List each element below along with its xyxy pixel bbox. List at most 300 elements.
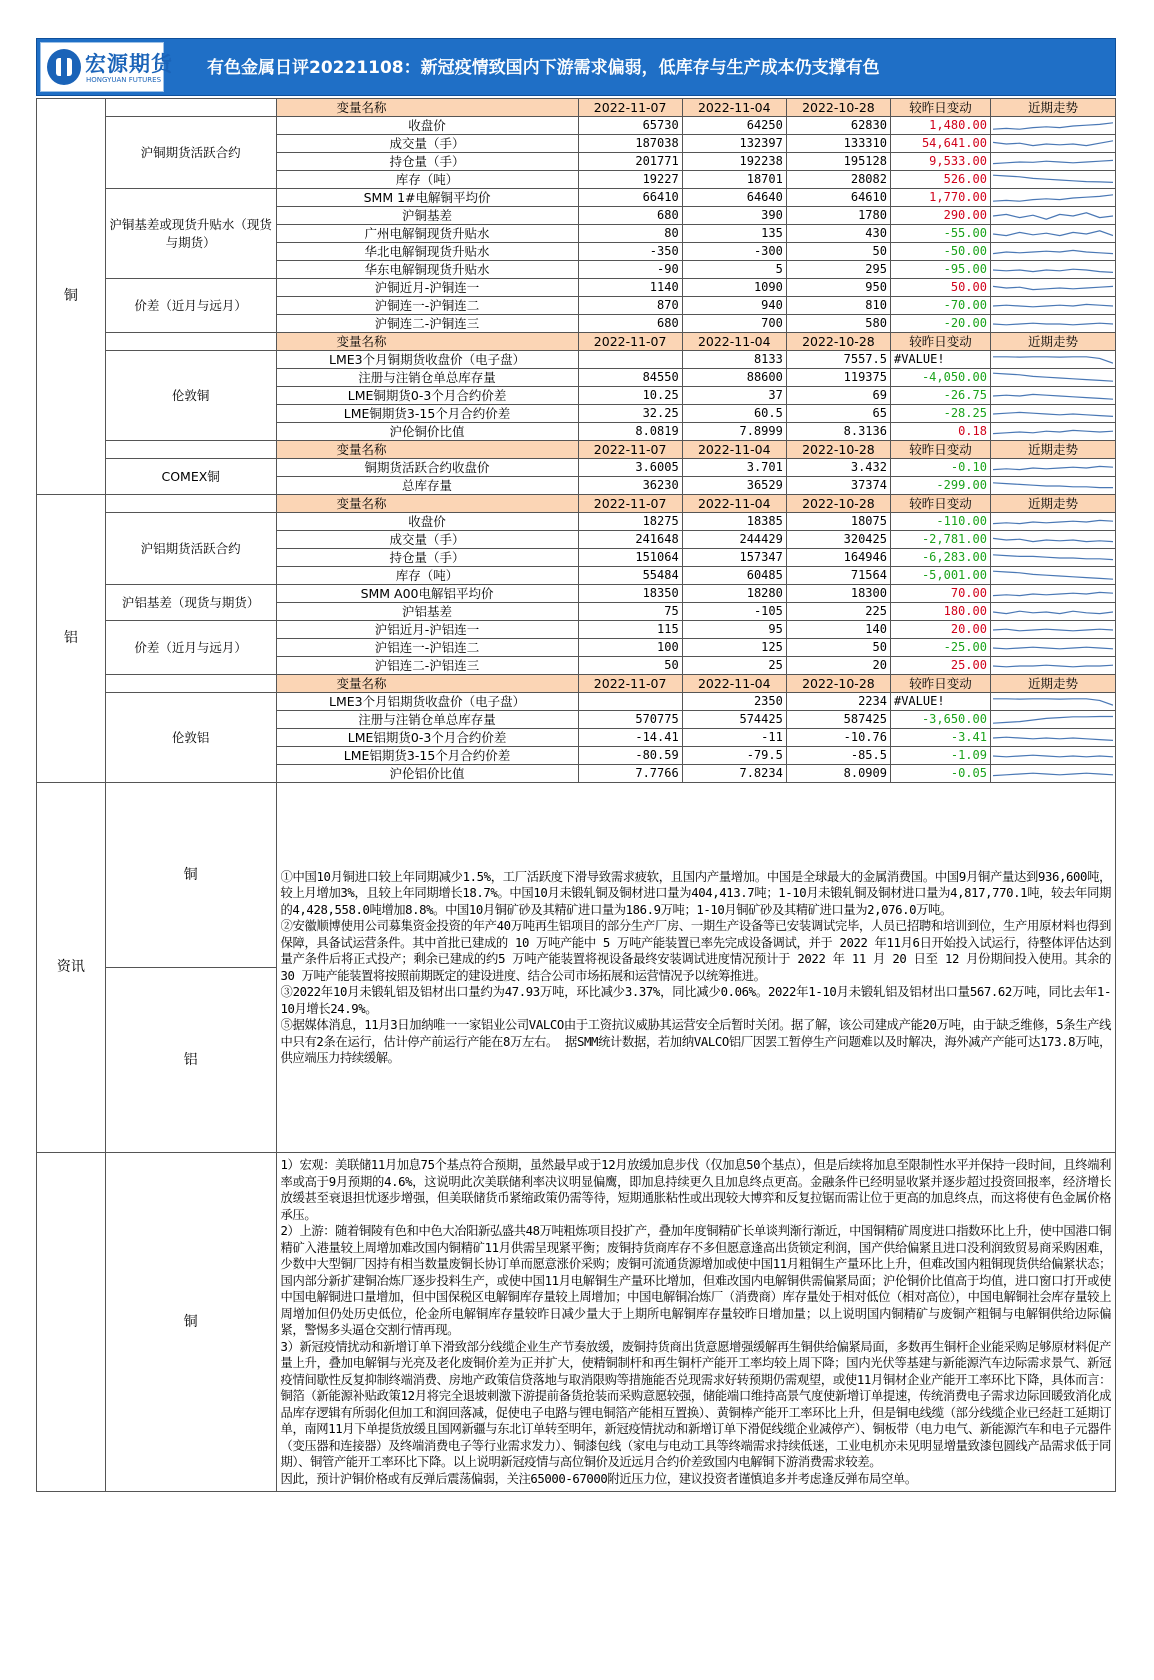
sparkline-path <box>993 571 1113 579</box>
news-al-label: 铝 <box>105 968 276 1153</box>
value-cell: 18385 <box>682 513 786 531</box>
column-header: 2022-11-07 <box>578 333 682 351</box>
value-cell: 60.5 <box>682 405 786 423</box>
section-label: 铜 <box>37 99 106 495</box>
value-cell: 55484 <box>578 567 682 585</box>
group-label: 价差（近月与远月） <box>105 279 276 333</box>
variable-name: 铜期货活跃合约收盘价 <box>276 459 578 477</box>
trend-cell <box>990 603 1115 621</box>
change-cell: -28.25 <box>890 405 990 423</box>
value-cell: 295 <box>786 261 890 279</box>
value-cell: 320425 <box>786 531 890 549</box>
news-cu-label: 铜 <box>105 783 276 968</box>
variable-name: 沪伦铝价比值 <box>276 765 578 783</box>
sparkline-path <box>993 304 1113 306</box>
variable-name: 广州电解铜现货升贴水 <box>276 225 578 243</box>
value-cell: 71564 <box>786 567 890 585</box>
trend-sparkline <box>993 298 1113 314</box>
variable-name: LME铝期货0-3个月合约价差 <box>276 729 578 747</box>
trend-cell <box>990 315 1115 333</box>
news-paragraph: ⑤据媒体消息，11月3日加纳唯一一家铝业公司VALCO由于工资抗议威胁其运营安全后暂时关闭。据了解，该公司建成产能20万吨，由于缺乏维修，5条生产线中只有2条在运行，估计停产前运行产能在8万左右。 据SMM统计数据，若加纳VALCO铝厂因罢工暂停生产问题难以及时解决，海外减产产能可达173.8万吨，供应端压力持续缓解。 <box>280 1018 1111 1065</box>
value-cell: 940 <box>682 297 786 315</box>
change-cell: -0.10 <box>890 459 990 477</box>
value-cell: 430 <box>786 225 890 243</box>
sparkline-path <box>993 773 1113 775</box>
sparkline-path <box>993 647 1113 649</box>
change-cell: 25.00 <box>890 657 990 675</box>
variable-name: 沪伦铜价比值 <box>276 423 578 441</box>
header-blank <box>105 99 276 117</box>
sparkline-path <box>993 755 1113 757</box>
value-cell: 7.7766 <box>578 765 682 783</box>
column-header: 近期走势 <box>990 441 1115 459</box>
change-cell: -6,283.00 <box>890 549 990 567</box>
variable-name: 注册与注销仓单总库存量 <box>276 369 578 387</box>
value-cell: 950 <box>786 279 890 297</box>
value-cell: 810 <box>786 297 890 315</box>
value-cell: -14.41 <box>578 729 682 747</box>
sparkline-path <box>993 356 1113 362</box>
value-cell: 700 <box>682 315 786 333</box>
variable-name: 收盘价 <box>276 513 578 531</box>
sparkline-path <box>993 520 1113 523</box>
value-cell: 1090 <box>682 279 786 297</box>
value-cell: 28082 <box>786 171 890 189</box>
value-cell: 36529 <box>682 477 786 495</box>
trend-cell <box>990 279 1115 297</box>
value-cell: 140 <box>786 621 890 639</box>
column-header: 2022-11-04 <box>682 495 786 513</box>
trend-sparkline <box>993 370 1113 386</box>
change-cell: #VALUE! <box>890 693 990 711</box>
sparkline-path <box>993 737 1113 740</box>
value-cell: 64640 <box>682 189 786 207</box>
value-cell: 65 <box>786 405 890 423</box>
value-cell: 50 <box>578 657 682 675</box>
sparkline-path <box>993 482 1113 487</box>
table-row <box>37 117 1116 135</box>
section-label: 铝 <box>37 495 106 783</box>
trend-cell <box>990 657 1115 675</box>
value-cell: -85.5 <box>786 747 890 765</box>
variable-name: 收盘价 <box>276 117 578 135</box>
value-cell: -300 <box>682 243 786 261</box>
trend-cell <box>990 477 1115 495</box>
trend-cell <box>990 549 1115 567</box>
column-header: 变量名称 <box>276 99 578 117</box>
column-header: 较昨日变动 <box>890 99 990 117</box>
value-cell: 18075 <box>786 513 890 531</box>
sparkline-path <box>993 698 1113 704</box>
trend-sparkline <box>993 460 1113 476</box>
variable-name: SMM 1#电解铜平均价 <box>276 189 578 207</box>
variable-name: SMM A00电解铝平均价 <box>276 585 578 603</box>
change-cell: -4,050.00 <box>890 369 990 387</box>
trend-sparkline <box>993 388 1113 404</box>
variable-name: 沪铜基差 <box>276 207 578 225</box>
change-cell: 54,641.00 <box>890 135 990 153</box>
value-cell: 195128 <box>786 153 890 171</box>
value-cell: 390 <box>682 207 786 225</box>
variable-name: 沪铜近月-沪铜连一 <box>276 279 578 297</box>
sparkline-path <box>993 286 1113 289</box>
sparkline-path <box>993 394 1113 399</box>
change-cell: 526.00 <box>890 171 990 189</box>
value-cell: 19227 <box>578 171 682 189</box>
value-cell: 18275 <box>578 513 682 531</box>
variable-name: 沪铝近月-沪铝连一 <box>276 621 578 639</box>
trend-cell <box>990 135 1115 153</box>
value-cell: -105 <box>682 603 786 621</box>
logo-cn-text: 宏源期货 <box>85 52 173 76</box>
change-cell: -50.00 <box>890 243 990 261</box>
trend-cell <box>990 369 1115 387</box>
table-row <box>37 279 1116 297</box>
table-row <box>37 459 1116 477</box>
change-cell: 20.00 <box>890 621 990 639</box>
value-cell: 66410 <box>578 189 682 207</box>
value-cell: 570775 <box>578 711 682 729</box>
value-cell: 64250 <box>682 117 786 135</box>
value-cell: 241648 <box>578 531 682 549</box>
variable-name: 沪铜连一-沪铜连二 <box>276 297 578 315</box>
trend-cell <box>990 585 1115 603</box>
report-header <box>36 38 1116 96</box>
change-cell: -20.00 <box>890 315 990 333</box>
value-cell: 2234 <box>786 693 890 711</box>
column-header: 2022-11-07 <box>578 441 682 459</box>
value-cell: 7557.5 <box>786 351 890 369</box>
change-cell: 9,533.00 <box>890 153 990 171</box>
value-cell: 3.701 <box>682 459 786 477</box>
variable-name: 库存（吨） <box>276 171 578 189</box>
trend-cell <box>990 747 1115 765</box>
value-cell: 36230 <box>578 477 682 495</box>
column-header: 2022-11-07 <box>578 99 682 117</box>
column-header: 较昨日变动 <box>890 675 990 693</box>
group-label: 伦敦铜 <box>105 351 276 441</box>
column-header: 较昨日变动 <box>890 441 990 459</box>
variable-name: LME铜期货0-3个月合约价差 <box>276 387 578 405</box>
value-cell: 3.432 <box>786 459 890 477</box>
variable-name: 沪铝连二-沪铝连三 <box>276 657 578 675</box>
change-cell: 50.00 <box>890 279 990 297</box>
trend-cell <box>990 765 1115 783</box>
value-cell: 8.3136 <box>786 423 890 441</box>
variable-name: 沪铝连一-沪铝连二 <box>276 639 578 657</box>
value-cell: 680 <box>578 315 682 333</box>
trend-sparkline <box>993 568 1113 584</box>
change-cell: #VALUE! <box>890 351 990 369</box>
change-cell: -25.00 <box>890 639 990 657</box>
value-cell: -79.5 <box>682 747 786 765</box>
value-cell: 133310 <box>786 135 890 153</box>
trend-cell <box>990 207 1115 225</box>
value-cell: 119375 <box>786 369 890 387</box>
value-cell: 37 <box>682 387 786 405</box>
value-cell: 157347 <box>682 549 786 567</box>
sparkline-path <box>993 140 1113 145</box>
value-cell: 225 <box>786 603 890 621</box>
value-cell: 80 <box>578 225 682 243</box>
news-section-label: 资讯 <box>37 783 106 1153</box>
value-cell: -80.59 <box>578 747 682 765</box>
column-header: 近期走势 <box>990 495 1115 513</box>
trend-sparkline <box>993 136 1113 152</box>
value-cell: 135 <box>682 225 786 243</box>
sparkline-path <box>993 538 1113 541</box>
trend-sparkline <box>993 514 1113 530</box>
trend-cell <box>990 567 1115 585</box>
variable-name: 持仓量（手） <box>276 153 578 171</box>
variable-name: 成交量（手） <box>276 531 578 549</box>
variable-name: 华北电解铜现货升贴水 <box>276 243 578 261</box>
trend-sparkline <box>993 748 1113 764</box>
sparkline-path <box>993 592 1113 595</box>
change-cell: -110.00 <box>890 513 990 531</box>
value-cell: 151064 <box>578 549 682 567</box>
trend-cell <box>990 225 1115 243</box>
trend-sparkline <box>993 622 1113 638</box>
column-header: 变量名称 <box>276 441 578 459</box>
column-header: 2022-11-04 <box>682 333 786 351</box>
value-cell: 870 <box>578 297 682 315</box>
variable-name: 沪铜连二-沪铜连三 <box>276 315 578 333</box>
change-cell: -95.00 <box>890 261 990 279</box>
value-cell: 680 <box>578 207 682 225</box>
header-blank <box>105 675 276 693</box>
column-header: 变量名称 <box>276 333 578 351</box>
value-cell: 64610 <box>786 189 890 207</box>
trend-cell <box>990 153 1115 171</box>
company-logo <box>40 42 173 92</box>
trend-cell <box>990 243 1115 261</box>
value-cell: 65730 <box>578 117 682 135</box>
trend-sparkline <box>993 730 1113 746</box>
column-header: 2022-11-04 <box>682 441 786 459</box>
view-section-label <box>37 1153 106 1492</box>
trend-sparkline <box>993 532 1113 548</box>
trend-sparkline <box>993 316 1113 332</box>
value-cell: 7.8234 <box>682 765 786 783</box>
table-row <box>37 621 1116 639</box>
trend-cell <box>990 621 1115 639</box>
trend-cell <box>990 729 1115 747</box>
value-cell: 1780 <box>786 207 890 225</box>
trend-sparkline <box>993 208 1113 224</box>
column-header: 2022-11-04 <box>682 675 786 693</box>
value-cell: 201771 <box>578 153 682 171</box>
value-cell: 587425 <box>786 711 890 729</box>
trend-cell <box>990 693 1115 711</box>
change-cell: 0.18 <box>890 423 990 441</box>
news-paragraph: ①中国10月铜进口较上年同期减少1.5%，工厂活跃度下滑导致需求疲软，且国内产量增加。中国是全球最大的金属消费国。中国9月铜产量达到936,600吨，较上月增加3%，且较上年同期增长18.7%。中国10月未锻轧铜及铜材进口量为404,413.7吨；1-10月未锻轧铜及铜材进口量为4,817,770.1吨，较去年同期的4,428,558.0吨增加8.8%。中国10月铜矿砂及其精矿进口量为186.9万吨；1-10月铜矿砂及其精矿进口量为2,076.0万吨。 <box>280 869 1111 917</box>
table-row <box>37 585 1116 603</box>
value-cell: 192238 <box>682 153 786 171</box>
trend-sparkline <box>993 604 1113 620</box>
column-header: 较昨日变动 <box>890 495 990 513</box>
trend-sparkline <box>993 766 1113 782</box>
value-cell <box>578 351 682 369</box>
column-header: 近期走势 <box>990 675 1115 693</box>
value-cell: 7.8999 <box>682 423 786 441</box>
sparkline-path <box>993 716 1113 723</box>
variable-name: LME铜期货3-15个月合约价差 <box>276 405 578 423</box>
view-text <box>276 1153 1115 1492</box>
trend-sparkline <box>993 280 1113 296</box>
table-row <box>37 189 1116 207</box>
column-header: 2022-10-28 <box>786 495 890 513</box>
sparkline-path <box>993 323 1113 325</box>
value-cell: 1140 <box>578 279 682 297</box>
trend-sparkline <box>993 424 1113 440</box>
column-header: 较昨日变动 <box>890 333 990 351</box>
value-cell: 62830 <box>786 117 890 135</box>
trend-cell <box>990 513 1115 531</box>
trend-sparkline <box>993 154 1113 170</box>
group-label: 沪铜期货活跃合约 <box>105 117 276 189</box>
sparkline-path <box>993 230 1113 235</box>
change-cell: -299.00 <box>890 477 990 495</box>
variable-name: LME3个月铜期货收盘价（电子盘） <box>276 351 578 369</box>
value-cell: 574425 <box>682 711 786 729</box>
variable-name: 沪铝基差 <box>276 603 578 621</box>
trend-cell <box>990 711 1115 729</box>
trend-sparkline <box>993 118 1113 134</box>
value-cell: 18701 <box>682 171 786 189</box>
variable-name: 华东电解铜现货升贴水 <box>276 261 578 279</box>
column-header: 变量名称 <box>276 675 578 693</box>
group-label: 价差（近月与远月） <box>105 621 276 675</box>
value-cell: 8.0819 <box>578 423 682 441</box>
header-blank <box>105 333 276 351</box>
trend-cell <box>990 531 1115 549</box>
value-cell: 20 <box>786 657 890 675</box>
value-cell: 25 <box>682 657 786 675</box>
value-cell: 132397 <box>682 135 786 153</box>
trend-sparkline <box>993 586 1113 602</box>
change-cell: 1,480.00 <box>890 117 990 135</box>
sparkline-path <box>993 412 1113 416</box>
value-cell: -11 <box>682 729 786 747</box>
value-cell: 60485 <box>682 567 786 585</box>
group-label: COMEX铜 <box>105 459 276 495</box>
change-cell: -55.00 <box>890 225 990 243</box>
table-row <box>37 513 1116 531</box>
sparkline-path <box>993 466 1113 469</box>
variable-name: 持仓量（手） <box>276 549 578 567</box>
trend-sparkline <box>993 190 1113 206</box>
data-table <box>36 98 1116 1492</box>
variable-name: 注册与注销仓单总库存量 <box>276 711 578 729</box>
news-paragraph: ②安徽顺博使用公司募集资金投资的年产40万吨再生铝项目的部分生产厂房、一期生产设备等已安装调试完毕，人员已招聘和培训到位，生产用原材料也得到保障，具备试运营条件。其中首批已建成的 10 万吨产能中 5 万吨产能装置已率先完成设备调试，并于 2022 年11月6日开始投入试运行，待整体评估达到量产条件后将正式投产；剩余已建成的约5 万吨产能装置将视设备最终安装调试进度情况预计于 2022 年 11 月 20 日至 12 月份期间投入使用。其余的 30 万吨产能装置将按照前期既定的建设进度、结合公司市场拓展和运营情况予以统筹推进。 <box>280 919 1111 983</box>
variable-name: 成交量（手） <box>276 135 578 153</box>
trend-sparkline <box>993 478 1113 494</box>
sparkline-path <box>993 250 1113 253</box>
view-paragraph: 1）宏观：美联储11月加息75个基点符合预期，虽然最早或于12月放缓加息步伐（仅加息50个基点），但是后续将加息至限制性水平并保持一段时间，且终端利率或高于9月预期的4.6%，这说明此次美联储利率决议明显偏鹰，即加息持续更久且加息终点更高。金融条件已经明显收紧并逐步超过投资回报率，经济增长放缓甚至衰退担忧逐步增强，但美联储货币紧缩政策仍需等待，短期通胀粘性或出现较大博弈和反复拉锯而需让位于更高的加息终点，而这将使有色金属价格承压。 <box>280 1158 1111 1222</box>
column-header: 2022-10-28 <box>786 99 890 117</box>
group-label: 沪铜基差或现货升贴水（现货与期货） <box>105 189 276 279</box>
header-blank <box>105 441 276 459</box>
value-cell: 115 <box>578 621 682 639</box>
change-cell: -1.09 <box>890 747 990 765</box>
change-cell: 290.00 <box>890 207 990 225</box>
view-paragraph: 因此，预计沪铜价格或有反弹后震荡偏弱，关注65000-67000附近压力位，建议投资者谨慎追多并考虑逢反弹布局空单。 <box>280 1471 917 1486</box>
sparkline-path <box>993 175 1113 182</box>
trend-sparkline <box>993 694 1113 710</box>
change-cell: 180.00 <box>890 603 990 621</box>
sparkline-path <box>993 122 1113 128</box>
variable-name: LME铝期货3-15个月合约价差 <box>276 747 578 765</box>
column-header: 2022-10-28 <box>786 441 890 459</box>
trend-sparkline <box>993 658 1113 674</box>
sparkline-path <box>993 430 1113 433</box>
value-cell: 84550 <box>578 369 682 387</box>
group-label: 伦敦铝 <box>105 693 276 783</box>
sparkline-path <box>993 194 1113 200</box>
view-paragraph: 3）新冠疫情扰动和新增订单下滑致部分线缆企业生产节奏放缓，废铜持货商出货意愿增强缓解再生铜供给偏紧局面，多数再生铜杆企业能采购足够原材料促产量上升，叠加电解铜与光亮及老化废铜价差为正并扩大，使精铜制杆和再生铜杆产能开工率均较上周下降；国内光伏等基建与新能源汽车边际需求景气、新冠疫情间歇性反复抑制终端消费、房地产政策信贷落地与取消限购等措施能否兑现需求好转预期仍需观望，或使11月铜材企业产能开工率环比下降，具体而言：铜箔（新能源补贴政策12月将完全退坡刺激下游提前备货抢装而采购意愿较强，储能端口维持高景气度使新增订单提速，传统消费电子需求边际回暖致消化成品库存逻辑有所弱化但加工和润回落减，促使电子电路与锂电铜箔产能相互置换）、黄铜棒产能开工率环比上升，但是铜电线缆（部分线缆企业已经赶工延期订单，南网11月下单提货放缓且国网新疆与东北订单转至明年，新冠疫情扰动和新增订单下滑促线缆企业减停产）、铜板带（电力电气、新能源汽车和电子元器件（变压器和连接器）及终端消费电子等行业需求发力）、铜漆包线（家电与电动工具等终端需求持续低迷，工业电机亦未见明显增量致漆包圆线产品需求低于同期）、铜管产能开工率环比下降。以上说明新冠疫情与高位铜价及近远月合约价差致国内电解铜下游消费需求较差。 <box>280 1339 1111 1469</box>
variable-name: LME3个月铝期货收盘价（电子盘） <box>276 693 578 711</box>
value-cell: 75 <box>578 603 682 621</box>
logo-en-text: HONGYUAN FUTURES <box>86 76 162 84</box>
group-label: 沪铝期货活跃合约 <box>105 513 276 585</box>
change-cell: 70.00 <box>890 585 990 603</box>
value-cell: 50 <box>786 639 890 657</box>
value-cell: 5 <box>682 261 786 279</box>
value-cell: 2350 <box>682 693 786 711</box>
trend-sparkline <box>993 262 1113 278</box>
trend-sparkline <box>993 550 1113 566</box>
trend-cell <box>990 423 1115 441</box>
trend-sparkline <box>993 712 1113 728</box>
sparkline-path <box>993 629 1113 631</box>
trend-sparkline <box>993 244 1113 260</box>
sparkline-path <box>993 665 1113 667</box>
variable-name: 总库存量 <box>276 477 578 495</box>
value-cell: 32.25 <box>578 405 682 423</box>
value-cell: -350 <box>578 243 682 261</box>
sparkline-path <box>993 269 1113 272</box>
column-header: 2022-11-07 <box>578 675 682 693</box>
trend-cell <box>990 639 1115 657</box>
column-header: 近期走势 <box>990 99 1115 117</box>
variable-name: 库存（吨） <box>276 567 578 585</box>
value-cell: 244429 <box>682 531 786 549</box>
logo-mark-icon <box>47 49 81 85</box>
header-blank <box>105 495 276 513</box>
trend-sparkline <box>993 226 1113 242</box>
value-cell: 8.0909 <box>786 765 890 783</box>
sparkline-path <box>993 554 1113 559</box>
change-cell: 1,770.00 <box>890 189 990 207</box>
column-header: 2022-10-28 <box>786 675 890 693</box>
value-cell: 88600 <box>682 369 786 387</box>
table-row <box>37 693 1116 711</box>
trend-cell <box>990 117 1115 135</box>
view-paragraph: 2）上游：随着铜陵有色和中色大冶阳新弘盛共48万吨粗炼项目投扩产，叠加年度铜精矿长单谈判渐行渐近，中国铜精矿周度进口指数环比上升，使中国港口铜精矿入港量较上周增加难改国内铜精矿11月供需呈现紧平衡；废铜持货商库存不多但愿意逢高出货锁定利润，国产供给偏紧且进口没利润致贸易商采购困难，少数中大型铜厂因持有相当数量废铜长协订单而愿意涨价采购；废铜可流通货源增加或使中国11月粗铜生产量环比上升，但难改国内粗铜现货供给偏紧状态；国内部分新扩建铜冶炼厂逐步投料生产，或使中国11月电解铜生产量环比增加，但难改国内电解铜供需偏紧局面；沪伦铜价比值高于均值，进口窗口打开或使中国电解铜进口量增加，但中国保税区电解铜库存量较上周增加；中国电解铜冶炼厂（消费商）库存量处于相对低位（相对高位），中国电解铜社会库存量较上周增加但仍处历史低位，伦金所电解铜库存量较昨日减少量大于上期所电解铜库存量较昨日增加量；以上说明国内铜精矿与废铜产粗铜与电解铜供给边际偏紧，警惕多头逼仓交割行情再现。 <box>280 1224 1111 1337</box>
group-label: 沪铝基差（现货与期货） <box>105 585 276 621</box>
column-header: 近期走势 <box>990 333 1115 351</box>
change-cell: -3.41 <box>890 729 990 747</box>
table-row <box>37 351 1116 369</box>
trend-cell <box>990 171 1115 189</box>
column-header: 2022-11-04 <box>682 99 786 117</box>
column-header: 2022-11-07 <box>578 495 682 513</box>
trend-sparkline <box>993 352 1113 368</box>
trend-sparkline <box>993 640 1113 656</box>
value-cell: 50 <box>786 243 890 261</box>
value-cell: 187038 <box>578 135 682 153</box>
